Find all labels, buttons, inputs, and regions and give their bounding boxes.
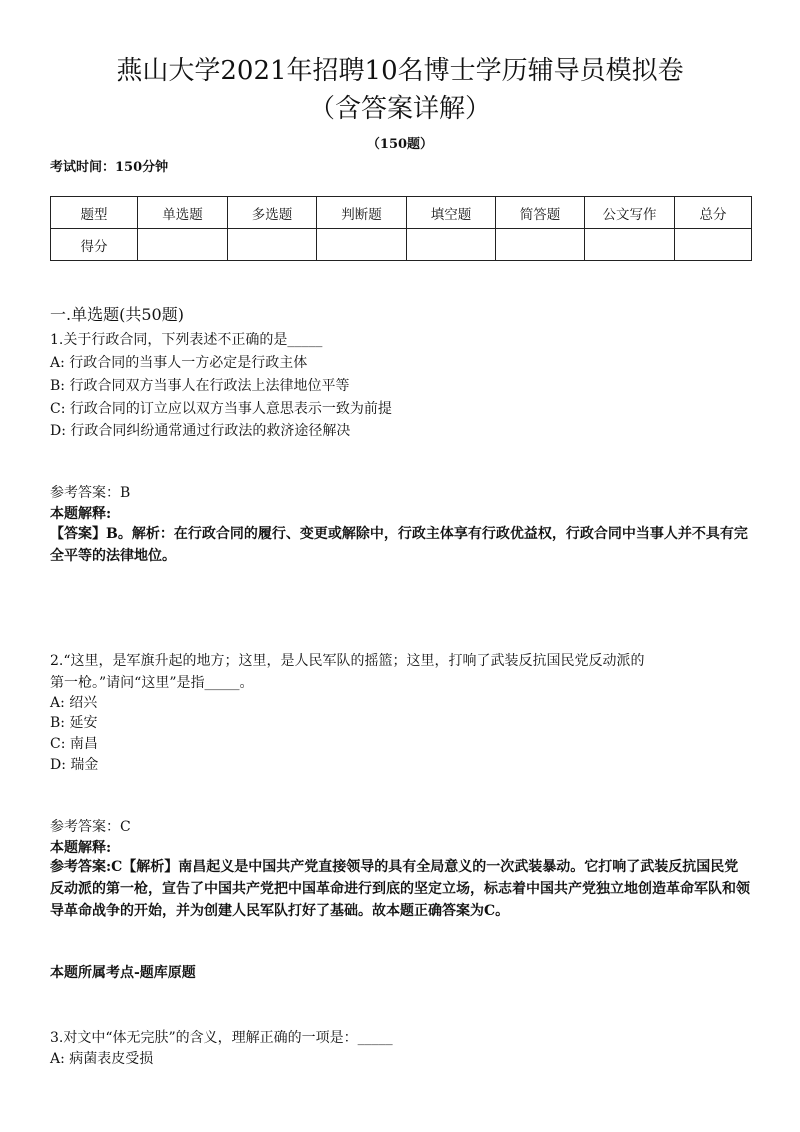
exam-time: 考试时间：150分钟 — [50, 160, 169, 175]
question-stem: 3.对文中“体无完肤”的含义，理解正确的一项是：_____ — [50, 1030, 393, 1046]
score-table-header-cell: 单选题 — [138, 197, 228, 229]
question-stem: 2.“这里，是军旗升起的地方；这里，是人民军队的摇篮；这里，打响了武装反抗国民党反动派的 — [50, 653, 645, 669]
score-cell — [675, 229, 752, 261]
explanation-label: 本题解释: — [50, 840, 112, 856]
score-table-header-cell: 判断题 — [317, 197, 407, 229]
section-title: 一.单选题(共50题) — [50, 305, 184, 324]
question-option: A: 行政合同的当事人一方必定是行政主体 — [50, 355, 308, 371]
reference-answer: 参考答案：C — [50, 819, 131, 835]
reference-answer: 参考答案：B — [50, 485, 131, 501]
score-table — [50, 196, 752, 261]
question-option: B: 延安 — [50, 715, 98, 731]
document-title-line2: （含答案详解） — [308, 94, 491, 124]
question-option: C: 南昌 — [50, 736, 98, 752]
question-option: A: 绍兴 — [50, 695, 98, 711]
score-cell — [317, 229, 407, 261]
score-table-header-row — [51, 197, 752, 229]
score-cell — [585, 229, 675, 261]
score-table-header-cell: 总分 — [675, 197, 752, 229]
document-title-line1: 燕山大学2021年招聘10名博士学历辅导员模拟卷 — [116, 56, 684, 86]
score-row-label: 得分 — [51, 229, 138, 261]
score-table-header-cell: 填空题 — [407, 197, 496, 229]
question-stem: 1.关于行政合同，下列表述不正确的是_____ — [50, 332, 323, 348]
score-cell — [496, 229, 585, 261]
score-table-header-cell: 公文写作 — [585, 197, 675, 229]
explanation-text: 【答案】B。解析：在行政合同的履行、变更或解除中，行政主体享有行政优益权，行政合同中当事人并不具有完全平等的法律地位。 — [50, 526, 748, 564]
score-cell — [228, 229, 317, 261]
question-option: B: 行政合同双方当事人在行政法上法律地位平等 — [50, 378, 350, 394]
score-table-header-cell: 多选题 — [228, 197, 317, 229]
score-cell — [407, 229, 496, 261]
score-table-score-row — [51, 229, 752, 261]
score-cell — [138, 229, 228, 261]
question-option: A: 病菌表皮受损 — [50, 1051, 154, 1067]
score-table-header-cell: 题型 — [51, 197, 138, 229]
explanation-text: 参考答案:C【解析】南昌起义是中国共产党直接领导的具有全局意义的一次武装暴动。它打响了武装反抗国民党反动派的第一枪，宣告了中国共产党把中国革命进行到底的坚定立场，标志着中国共产党独立地创造革命军队和领导革命战争的开始，并为创建人民军队打好了基础。故本题正确答案为C。 — [50, 859, 750, 919]
question-count: （150题） — [366, 137, 434, 152]
explanation-label: 本题解释: — [50, 506, 112, 522]
question-source: 本题所属考点-题库原题 — [50, 965, 196, 981]
score-table-header-cell: 简答题 — [496, 197, 585, 229]
question-option: C: 行政合同的订立应以双方当事人意思表示一致为前提 — [50, 401, 392, 417]
question-stem: 第一枪。”请问“这里”是指_____。 — [50, 675, 254, 691]
question-option: D: 瑞金 — [50, 757, 99, 773]
question-option: D: 行政合同纠纷通常通过行政法的救济途径解决 — [50, 423, 351, 439]
